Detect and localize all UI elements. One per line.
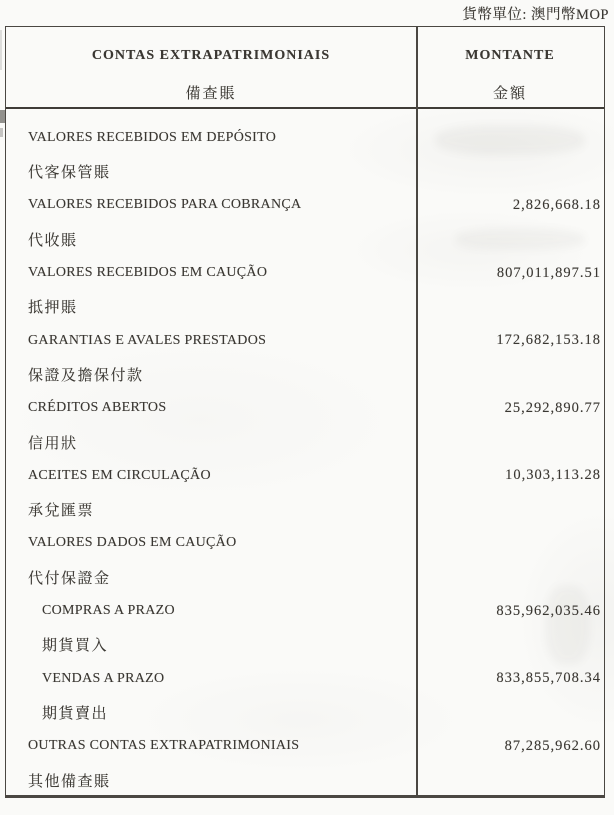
amount-column-title-pt: MONTANTE bbox=[465, 48, 555, 63]
account-name-pt: VALORES RECEBIDOS PARA COBRANÇA bbox=[28, 197, 302, 213]
account-name-pt: VALORES RECEBIDOS EM DEPÓSITO bbox=[28, 129, 277, 145]
account-name-cn: 信用狀 bbox=[28, 435, 78, 452]
account-name-pt: VENDAS A PRAZO bbox=[42, 670, 165, 686]
scan-artifact bbox=[0, 30, 2, 70]
account-name-pt: CRÉDITOS ABERTOS bbox=[28, 400, 167, 416]
account-amount: 833,855,708.34 bbox=[496, 670, 601, 687]
table-row bbox=[6, 391, 604, 459]
account-name-cn: 抵押賬 bbox=[28, 300, 78, 317]
account-name-cn: 保證及擔保付款 bbox=[28, 367, 144, 384]
header-cell-amount bbox=[416, 27, 604, 107]
account-amount: 87,285,962.60 bbox=[504, 737, 601, 754]
accounts-column-title-pt: CONTAS EXTRAPATRIMONIAIS bbox=[91, 48, 331, 63]
table-row bbox=[6, 121, 604, 189]
account-amount: 2,826,668.18 bbox=[512, 196, 601, 213]
amount-column-title-cn: 金額 bbox=[492, 86, 527, 102]
currency-unit-note: 貨幣單位: 澳門幣MOP bbox=[462, 7, 609, 23]
account-name-pt: ACEITES EM CIRCULAÇÃO bbox=[28, 467, 211, 483]
table-row bbox=[6, 256, 604, 324]
table-row bbox=[6, 729, 604, 797]
accounts-column-title-cn: 備查賬 bbox=[185, 86, 237, 102]
account-name-cn: 代收賬 bbox=[28, 232, 78, 249]
account-name-cn: 期貨買入 bbox=[42, 638, 109, 655]
account-name-pt: VALORES RECEBIDOS EM CAUÇÃO bbox=[28, 265, 268, 281]
header-cell-accounts bbox=[6, 27, 416, 107]
account-name-pt: VALORES DADOS EM CAUÇÃO bbox=[28, 535, 237, 551]
table-body bbox=[6, 109, 604, 797]
account-amount: 807,011,897.51 bbox=[496, 264, 601, 281]
column-divider bbox=[416, 27, 418, 795]
account-name-cn: 承兌匯票 bbox=[28, 503, 95, 520]
table-row bbox=[6, 459, 604, 527]
scan-artifact bbox=[0, 128, 3, 137]
account-name-pt: OUTRAS CONTAS EXTRAPATRIMONIAIS bbox=[28, 738, 300, 754]
table-header bbox=[6, 27, 604, 109]
table-row bbox=[6, 324, 604, 392]
account-name-cn: 其他備查賬 bbox=[28, 773, 111, 790]
account-name-cn: 期貨賣出 bbox=[42, 705, 109, 722]
account-amount: 835,962,035.46 bbox=[496, 602, 601, 619]
account-amount: 10,303,113.28 bbox=[505, 467, 601, 484]
account-name-pt: COMPRAS A PRAZO bbox=[42, 603, 175, 619]
account-name-cn: 代付保證金 bbox=[28, 570, 111, 587]
account-amount: 172,682,153.18 bbox=[496, 332, 601, 349]
table-row bbox=[6, 594, 604, 662]
account-amount: 25,292,890.77 bbox=[504, 399, 601, 416]
table-row bbox=[6, 662, 604, 730]
table-row bbox=[6, 527, 604, 595]
account-name-cn: 代客保管賬 bbox=[28, 165, 111, 182]
extrapatrimonial-accounts-table bbox=[5, 26, 605, 798]
account-name-pt: GARANTIAS E AVALES PRESTADOS bbox=[28, 332, 267, 348]
table-row bbox=[6, 189, 604, 257]
